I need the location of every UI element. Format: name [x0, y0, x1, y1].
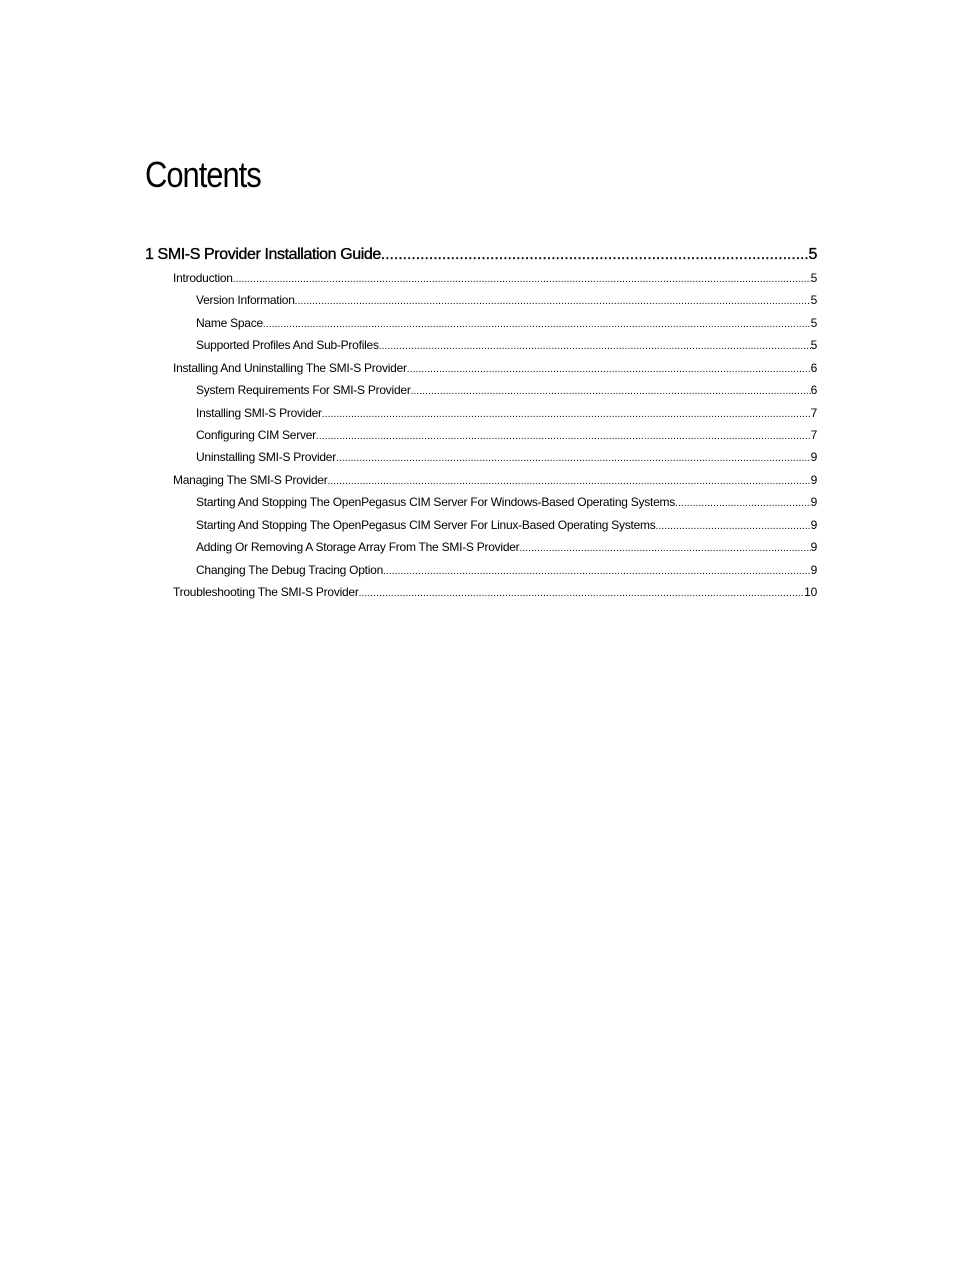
- toc-page-number: 5: [810, 316, 817, 330]
- toc-leader-dots: [263, 314, 811, 332]
- toc-entry-label: Introduction: [173, 271, 233, 285]
- toc-leader-dots: [407, 359, 811, 377]
- toc-entry-uninstalling-smi-s-provider[interactable]: [145, 448, 817, 466]
- toc-leader-dots: [327, 471, 810, 489]
- toc-entry-label: Version Information: [196, 293, 295, 307]
- toc-entry-label: Starting And Stopping The OpenPegasus CIM Server For Linux-Based Operating Systems: [196, 518, 656, 532]
- toc-entry-label: Troubleshooting The SMI-S Provider: [173, 585, 359, 599]
- toc-leader-dots: [359, 583, 805, 601]
- toc-entry-label: Starting And Stopping The OpenPegasus CIM Server For Windows-Based Operating Systems: [196, 495, 676, 509]
- toc-page-number: 7: [810, 406, 817, 420]
- toc-leader-dots: [295, 291, 811, 309]
- toc-entry-changing-debug-tracing[interactable]: [145, 561, 817, 579]
- toc-entry-label: Changing The Debug Tracing Option: [196, 563, 383, 577]
- toc-entry-label: System Requirements For SMI-S Provider: [196, 383, 411, 397]
- toc-entry-label: Installing And Uninstalling The SMI-S Provider: [173, 361, 407, 375]
- toc-page-number: 9: [810, 495, 817, 509]
- toc-page-number: 5: [810, 338, 817, 352]
- page-title: Contents: [145, 154, 261, 195]
- toc-leader-dots: [656, 516, 811, 534]
- toc-entry-introduction[interactable]: [145, 269, 817, 287]
- toc-entry-label: Adding Or Removing A Storage Array From The SMI-S Provider: [196, 540, 520, 554]
- toc-leader-dots: [316, 426, 811, 444]
- toc-page-number: 6: [810, 383, 817, 397]
- toc-entry-troubleshooting[interactable]: [145, 583, 817, 601]
- toc-leader-dots: [519, 538, 810, 556]
- toc-page-number: 9: [810, 473, 817, 487]
- toc-entry-name-space[interactable]: [145, 314, 817, 332]
- toc-leader-dots: [322, 404, 811, 422]
- toc-entry-installing-smi-s-provider[interactable]: [145, 404, 817, 422]
- toc-page-number: 9: [810, 518, 817, 532]
- toc-entry-starting-stopping-linux[interactable]: [145, 516, 817, 534]
- toc-page-number: 9: [810, 540, 817, 554]
- toc-entry-installing-and-uninstalling[interactable]: [145, 359, 817, 377]
- toc-page-number: 5: [810, 271, 817, 285]
- toc-leader-dots: [675, 493, 811, 511]
- toc-leader-dots: [411, 381, 811, 399]
- toc-entry-label: Managing The SMI-S Provider: [173, 473, 328, 487]
- toc-leader-dots: [383, 561, 811, 579]
- toc-page-number: 9: [810, 563, 817, 577]
- toc-leader-dots: [381, 244, 809, 266]
- toc-entry-configuring-cim-server[interactable]: [145, 426, 817, 444]
- toc-entry-label: Name Space: [196, 316, 263, 330]
- toc-page-number: 5: [810, 293, 817, 307]
- toc-page-number: 5: [808, 246, 817, 263]
- toc-leader-dots: [379, 336, 811, 354]
- toc-entry-label: Configuring CIM Server: [196, 428, 316, 442]
- toc-page-number: 6: [810, 361, 817, 375]
- toc-entry-smi-s-provider-installation-guide[interactable]: [145, 244, 817, 266]
- toc-entry-supported-profiles[interactable]: [145, 336, 817, 354]
- toc-leader-dots: [233, 269, 811, 287]
- toc-entry-label: 1 SMI-S Provider Installation Guide: [145, 246, 381, 263]
- toc-entry-system-requirements[interactable]: [145, 381, 817, 399]
- toc-entry-label: Uninstalling SMI-S Provider: [196, 450, 336, 464]
- toc-entry-starting-stopping-windows[interactable]: [145, 493, 817, 511]
- toc-page-number: 7: [810, 428, 817, 442]
- toc-entry-version-information[interactable]: [145, 291, 817, 309]
- toc-page-number: 10: [804, 585, 817, 599]
- toc-leader-dots: [336, 448, 811, 466]
- toc-entry-managing-the-smi-s-provider[interactable]: [145, 471, 817, 489]
- toc-page-number: 9: [810, 450, 817, 464]
- toc-entry-adding-removing-storage-array[interactable]: [145, 538, 817, 556]
- toc-entry-label: Supported Profiles And Sub-Profiles: [196, 338, 379, 352]
- toc-entry-label: Installing SMI-S Provider: [196, 406, 322, 420]
